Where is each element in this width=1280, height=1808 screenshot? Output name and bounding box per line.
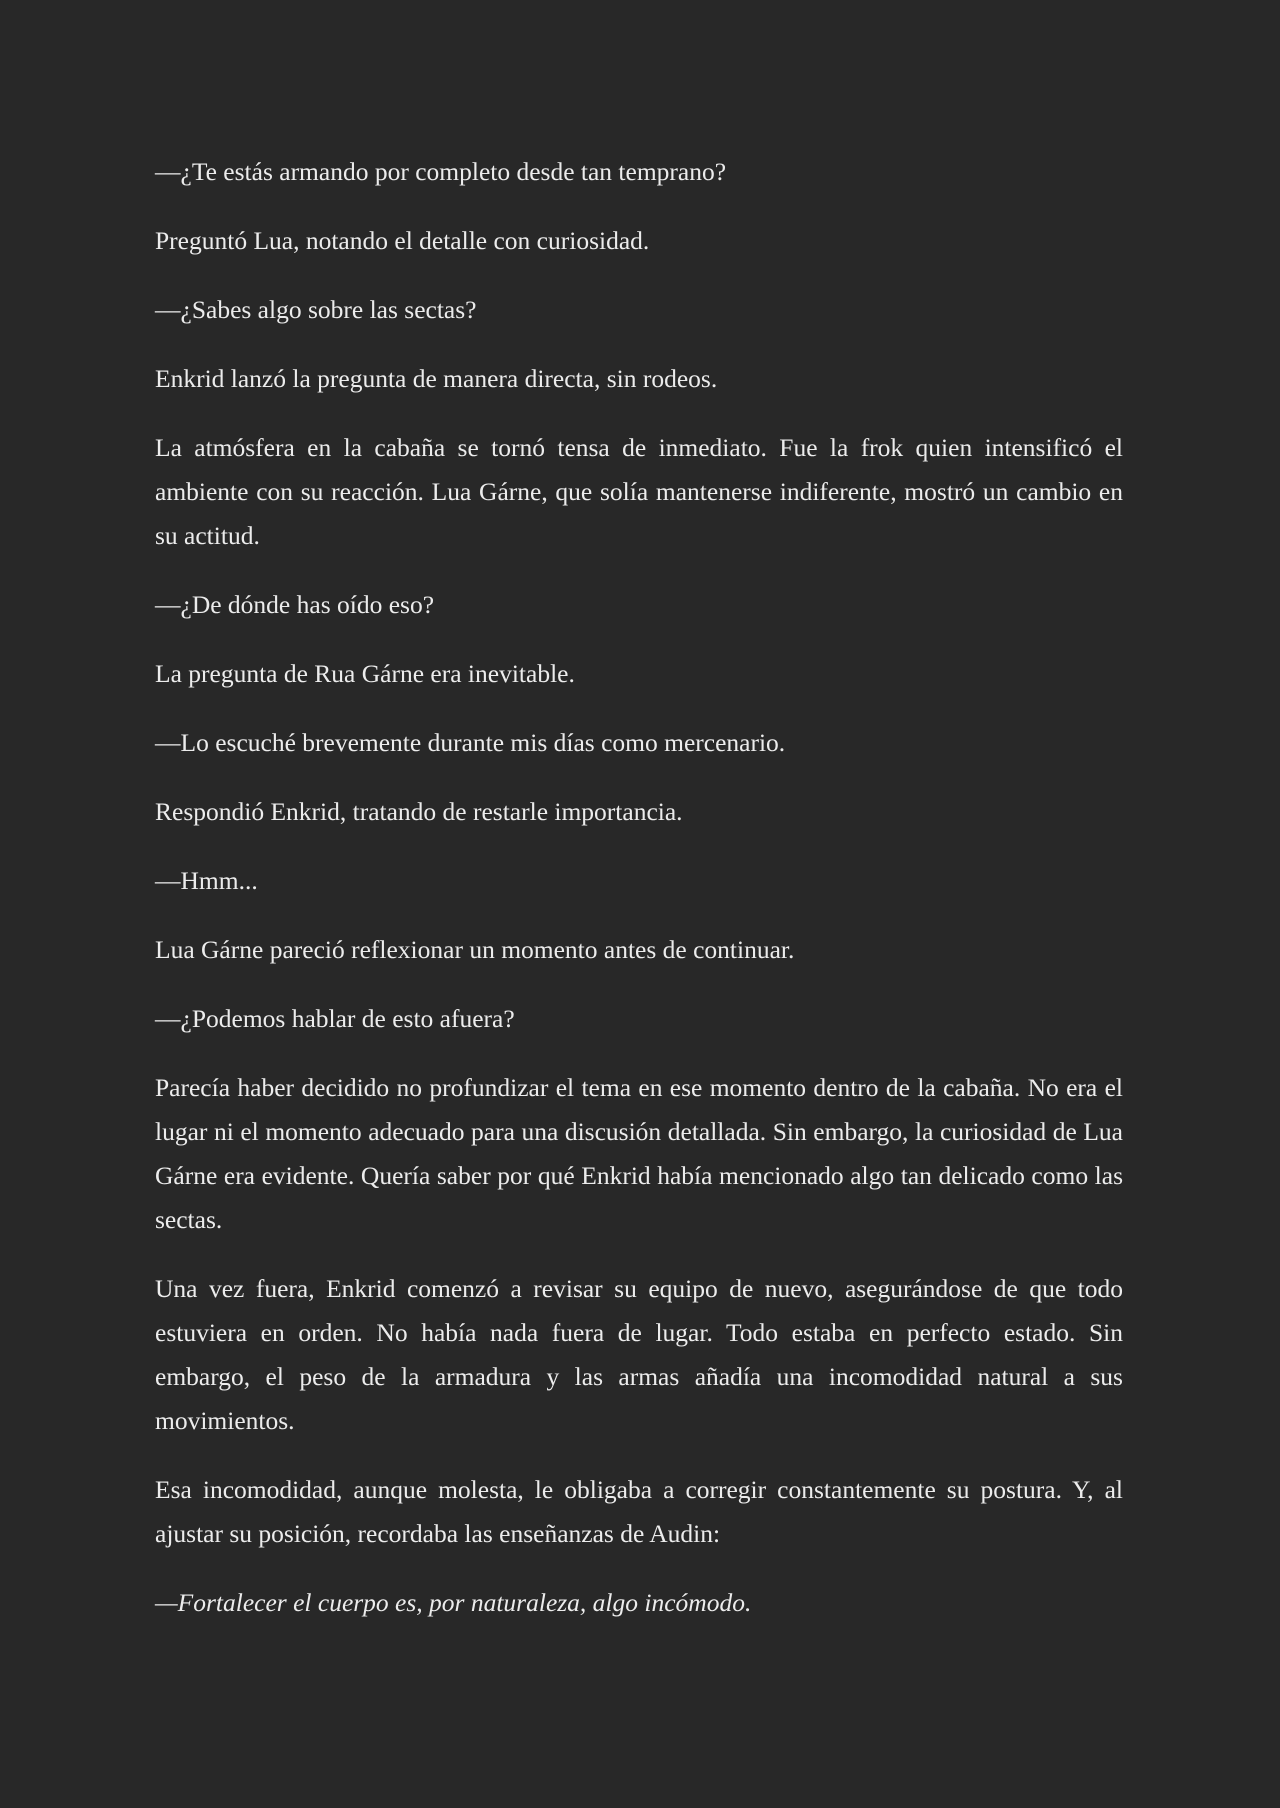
- paragraph: —Hmm...: [155, 866, 258, 895]
- paragraph: Parecía haber decidido no profundizar el tema en ese momento dentro de la cabaña. No era el lugar ni el momento adecuado para una discusión detallada. Sin embargo, la curiosidad de Lua Gárne era evidente. Quería saber por qué Enkrid había mencionado algo tan delicado como las sectas.: [155, 1073, 1123, 1234]
- paragraph: —¿Podemos hablar de esto afuera?: [155, 1004, 515, 1033]
- paragraph: La pregunta de Rua Gárne era inevitable.: [155, 659, 575, 688]
- paragraph: La atmósfera en la cabaña se tornó tensa de inmediato. Fue la frok quien intensificó el ambiente con su reacción. Lua Gárne, que solía mantenerse indiferente, mostró un cambio en su actitud.: [155, 433, 1123, 550]
- paragraph: —Lo escuché brevemente durante mis días como mercenario.: [155, 728, 786, 757]
- paragraph: —¿De dónde has oído eso?: [155, 590, 435, 619]
- document-page: [155, 150, 1123, 1650]
- italic-quote-paragraph: —Fortalecer el cuerpo es, por naturaleza, algo incómodo.: [155, 1588, 752, 1617]
- paragraph: Una vez fuera, Enkrid comenzó a revisar su equipo de nuevo, asegurándose de que todo estuviera en orden. No había nada fuera de lugar. Todo estaba en perfecto estado. Sin embargo, el peso de la armadura y las armas añadía una incomodidad natural a sus movimientos.: [155, 1274, 1123, 1435]
- paragraph: Enkrid lanzó la pregunta de manera directa, sin rodeos.: [155, 364, 718, 393]
- paragraph: Esa incomodidad, aunque molesta, le obligaba a corregir constantemente su postura. Y, al ajustar su posición, recordaba las enseñanzas de Audin:: [155, 1475, 1123, 1548]
- paragraph: —¿Sabes algo sobre las sectas?: [155, 295, 477, 324]
- paragraph: Lua Gárne pareció reflexionar un momento antes de continuar.: [155, 935, 795, 964]
- paragraph: Respondió Enkrid, tratando de restarle importancia.: [155, 797, 683, 826]
- paragraph: Preguntó Lua, notando el detalle con curiosidad.: [155, 226, 650, 255]
- paragraph: —¿Te estás armando por completo desde tan temprano?: [155, 157, 727, 186]
